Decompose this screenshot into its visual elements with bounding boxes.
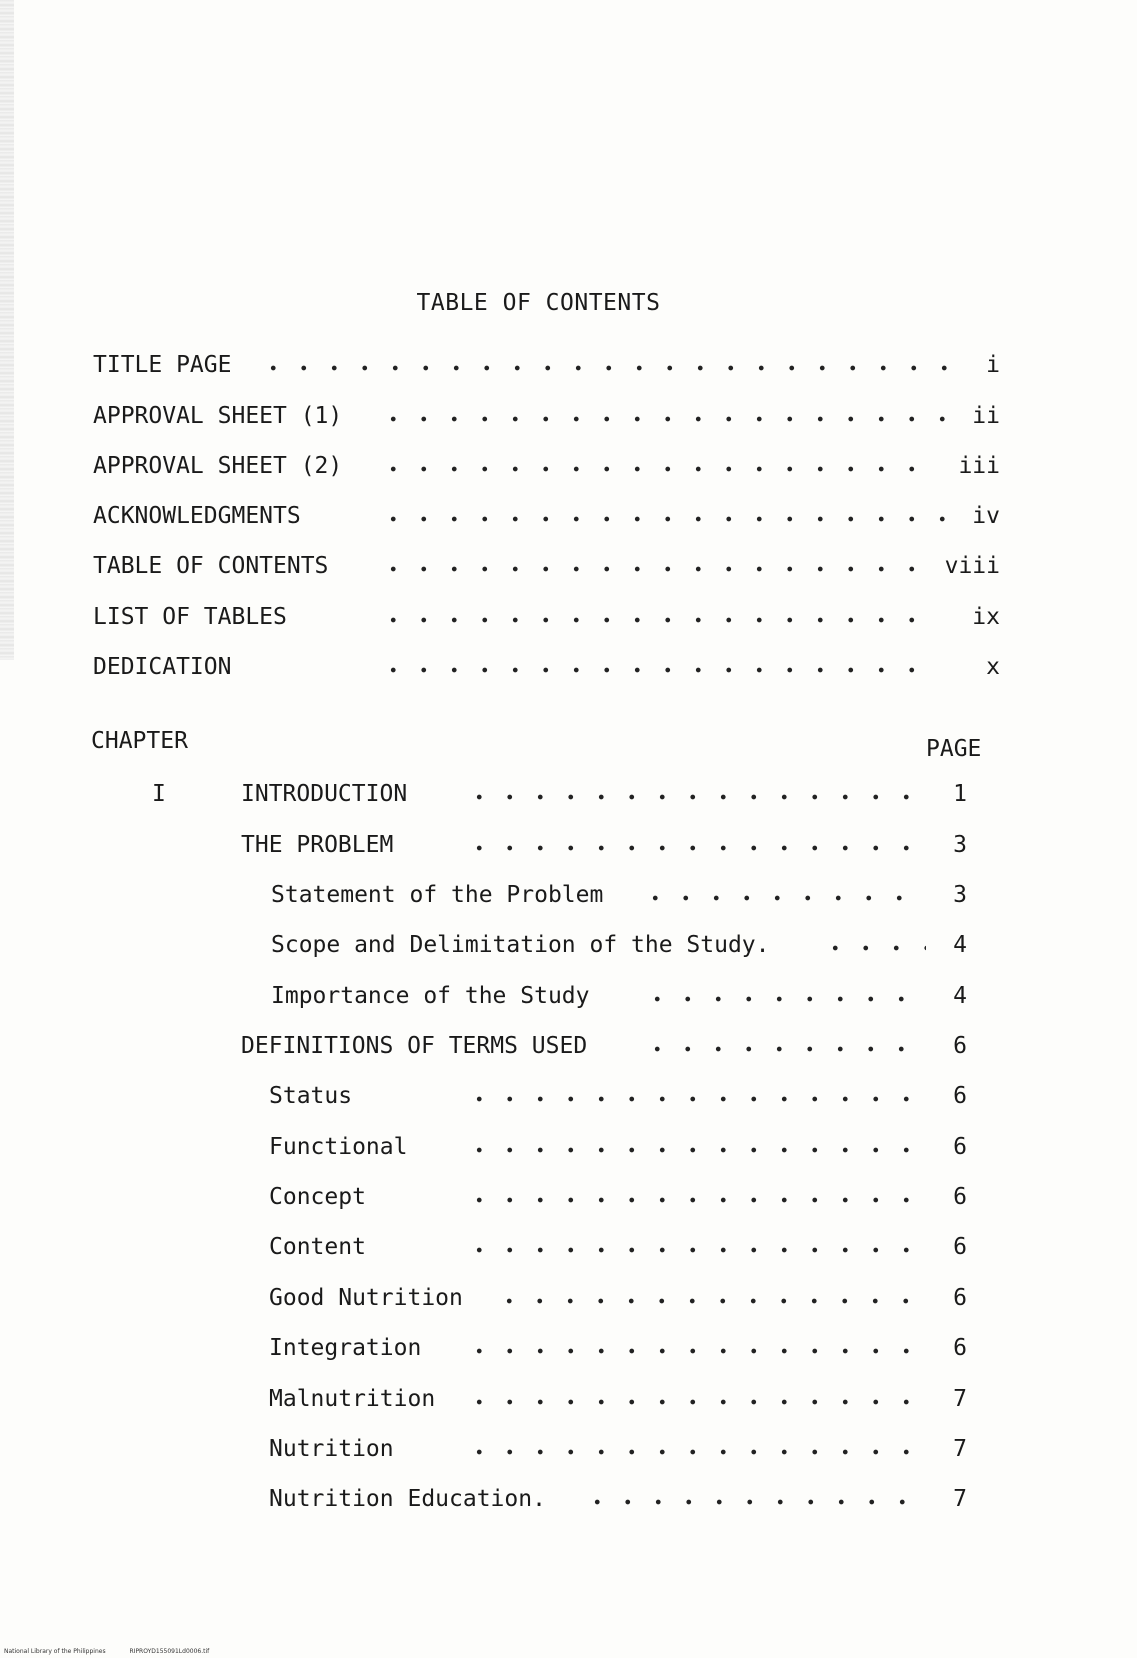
toc-row-front (0, 654, 1137, 684)
toc-entry-label: Functional (269, 1134, 408, 1160)
toc-entry-page: 7 (953, 1436, 967, 1462)
toc-entry-page: 6 (953, 1134, 967, 1160)
toc-entry-page: 3 (953, 882, 967, 908)
toc-row-front (0, 604, 1137, 634)
toc-entry-label: Scope and Delimitation of the Study. (271, 932, 770, 958)
chapter-column-heading: CHAPTER (91, 728, 188, 754)
toc-entry-label: LIST OF TABLES (93, 604, 287, 630)
toc-entry-page: 6 (953, 1184, 967, 1210)
leader-dots (378, 557, 926, 581)
toc-row-chapter (0, 1234, 1137, 1264)
toc-row-chapter (0, 932, 1137, 962)
toc-row-front (0, 453, 1137, 483)
leader-dots (464, 1188, 926, 1212)
leader-dots (378, 507, 948, 531)
toc-entry-label: Importance of the Study (271, 983, 590, 1009)
toc-entry-page: x (986, 654, 1000, 680)
toc-entry-label: TABLE OF CONTENTS (93, 553, 329, 579)
toc-entry-label: APPROVAL SHEET (1) (93, 403, 343, 429)
toc-entry-label: Nutrition Education. (269, 1486, 546, 1512)
footer-source: National Library of the Philippines (4, 1648, 106, 1655)
toc-entry-page: iv (972, 503, 1000, 529)
leader-dots (464, 1390, 926, 1414)
toc-entry-page: viii (944, 553, 1000, 579)
toc-row-chapter (0, 1285, 1137, 1315)
toc-row-front (0, 503, 1137, 533)
leader-dots (378, 457, 938, 481)
toc-row-chapter (0, 1134, 1137, 1164)
toc-row-chapter (0, 882, 1137, 912)
leader-dots (642, 1037, 926, 1061)
toc-entry-label: THE PROBLEM (241, 832, 394, 858)
toc-entry-page: 6 (953, 1033, 967, 1059)
leader-dots (464, 1087, 926, 1111)
leader-dots (464, 1339, 926, 1363)
toc-row-chapter (0, 1033, 1137, 1063)
toc-row-chapter (0, 1335, 1137, 1365)
leader-dots (378, 608, 926, 632)
leader-dots (642, 987, 926, 1011)
leader-dots (464, 836, 926, 860)
toc-entry-label: Concept (269, 1184, 366, 1210)
toc-entry-label: TITLE PAGE (93, 352, 232, 378)
toc-entry-page: 6 (953, 1234, 967, 1260)
toc-entry-label: INTRODUCTION (241, 781, 408, 807)
leader-dots (464, 1138, 926, 1162)
leader-dots (464, 785, 926, 809)
toc-entry-label: Malnutrition (269, 1386, 436, 1412)
toc-entry-page: ix (972, 604, 1000, 630)
toc-entry-label: Statement of the Problem (271, 882, 604, 908)
leader-dots (464, 1238, 926, 1262)
toc-entry-label: APPROVAL SHEET (2) (93, 453, 343, 479)
toc-entry-page: 4 (953, 932, 967, 958)
toc-row-chapter (0, 1083, 1137, 1113)
toc-entry-page: iii (958, 453, 1000, 479)
toc-entry-page: 1 (953, 781, 967, 807)
toc-entry-label: Nutrition (269, 1436, 394, 1462)
toc-entry-label: DEFINITIONS OF TERMS USED (241, 1033, 588, 1059)
toc-entry-page: 6 (953, 1285, 967, 1311)
leader-dots (378, 407, 956, 431)
toc-entry-label: Integration (269, 1335, 422, 1361)
leader-dots (640, 886, 926, 910)
toc-row-front (0, 553, 1137, 583)
toc-entry-page: ii (972, 403, 1000, 429)
toc-entry-page: 3 (953, 832, 967, 858)
toc-entry-label: Good Nutrition (269, 1285, 463, 1311)
toc-entry-label: Content (269, 1234, 366, 1260)
leader-dots (494, 1289, 926, 1313)
toc-entry-label: Status (269, 1083, 353, 1109)
leader-dots (258, 356, 958, 380)
page-column-heading: PAGE (926, 736, 982, 762)
leader-dots (820, 936, 926, 960)
toc-row-chapter (0, 781, 1137, 811)
toc-row-chapter (0, 832, 1137, 862)
toc-row-front (0, 403, 1137, 433)
toc-entry-page: 4 (953, 983, 967, 1009)
toc-entry-page: 7 (953, 1486, 967, 1512)
leader-dots (378, 658, 926, 682)
leader-dots (582, 1490, 926, 1514)
toc-row-chapter (0, 1436, 1137, 1466)
toc-row-front (0, 352, 1137, 382)
toc-entry-page: i (986, 352, 1000, 378)
toc-entry-page: 6 (953, 1335, 967, 1361)
toc-row-chapter (0, 1184, 1137, 1214)
toc-entry-page: 6 (953, 1083, 967, 1109)
page-title: TABLE OF CONTENTS (416, 290, 661, 316)
toc-entry-label: DEDICATION (93, 654, 232, 680)
toc-row-chapter (0, 1386, 1137, 1416)
footer-file: RIPROYD155091Ld0006.tif (129, 1648, 210, 1655)
chapter-number: I (152, 781, 166, 807)
toc-row-chapter (0, 1486, 1137, 1516)
toc-row-chapter (0, 983, 1137, 1013)
toc-entry-label: ACKNOWLEDGMENTS (93, 503, 301, 529)
toc-entry-page: 7 (953, 1386, 967, 1412)
leader-dots (464, 1440, 926, 1464)
scan-footer (4, 1648, 231, 1655)
